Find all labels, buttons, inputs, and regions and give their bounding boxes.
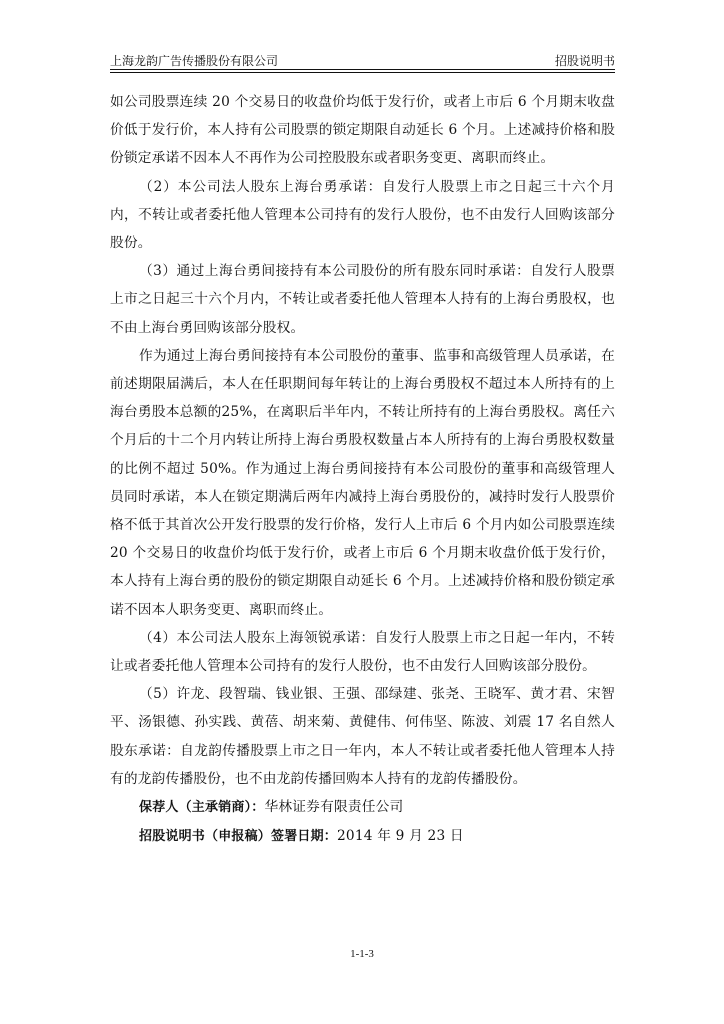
header-rule-thick <box>110 69 615 70</box>
paragraph-continued: 如公司股票连续 20 个交易日的收盘价均低于发行价，或者上市后 6 个月期末收盘价低于发行价，本人持有公司股票的锁定期限自动延长 6 个月。上述减持价格和股份锁定承诺不因本人不再作为公司控股股东或者职务变更、离职而终止。 <box>110 94 615 167</box>
header-company-name: 上海龙韵广告传播股份有限公司 <box>110 54 279 68</box>
signing-date-line <box>110 822 615 851</box>
sponsor-value: 华林证券有限责任公司 <box>264 799 404 816</box>
paragraph-commitment-4: （4）本公司法人股东上海领锐承诺：自发行人股票上市之日起一年内，不转让或者委托他人管理本公司持有的发行人股份，也不由发行人回购该部分股份。 <box>110 629 615 675</box>
header-rule-thin <box>110 72 615 73</box>
page-number: 1-1-3 <box>350 948 374 960</box>
paragraph-commitment-5: （5）许龙、段智瑞、钱业银、王强、邵绿建、张尧、王晓军、黄才君、宋智平、汤银德、孙实践、黄蓓、胡来菊、黄健伟、何伟坚、陈波、刘震 17 名自然人股东承诺：自龙韵传播股票上市之日一年内，本人不转让或者委托他人管理本人持有的龙韵传播股份，也不由龙韵传播回购本人持有的龙韵传播股份。 <box>110 686 615 787</box>
page-header <box>110 50 615 70</box>
sponsor-line <box>110 793 615 822</box>
paragraph-directors-commitment: 作为通过上海台勇间接持有本公司股份的董事、监事和高级管理人员承诺，在前述期限届满后，本人在任职期间每年转让的上海台勇股权不超过本人所持有的上海台勇股本总额的25%，在离职后半年内，不转让所持有的上海台勇股权。离任六个月后的十二个月内转让所持上海台勇股权数量占本人所持有的上海台勇股权数量的比例不超过 50%。作为通过上海台勇间接持有本公司股份的董事和高级管理人员同时承诺，本人在锁定期满后两年内减持上海台勇股份的，减持时发行人股票价格不低于其首次公开发行股票的发行价格，发行人上市后 6 个月内如公司股票连续 20 个交易日的收盘价均低于发行价，或者上市后 6 个月期末收盘价低于发行价，本人持有上海台勇的股份的锁定期限自动延长 6 个月。上述减持价格和股份锁定承诺不因本人职务变更、离职而终止。 <box>110 347 615 618</box>
sponsor-label: 保荐人（主承销商）： <box>139 800 265 816</box>
signing-date-label: 招股说明书（申报稿）签署日期： <box>139 829 338 845</box>
signing-date-value: 2014 年 9 月 23 日 <box>337 828 464 845</box>
header-document-type: 招股说明书 <box>554 54 615 68</box>
document-body <box>110 88 615 851</box>
paragraph-commitment-3: （3）通过上海台勇间接持有本公司股份的所有股东同时承诺：自发行人股票上市之日起三十六个月内，不转让或者委托他人管理本人持有的上海台勇股权，也不由上海台勇回购该部分股权。 <box>110 263 615 336</box>
paragraph-commitment-2: （2）本公司法人股东上海台勇承诺：自发行人股票上市之日起三十六个月内，不转让或者委托他人管理本公司持有的发行人股份，也不由发行人回购该部分股份。 <box>110 178 615 252</box>
